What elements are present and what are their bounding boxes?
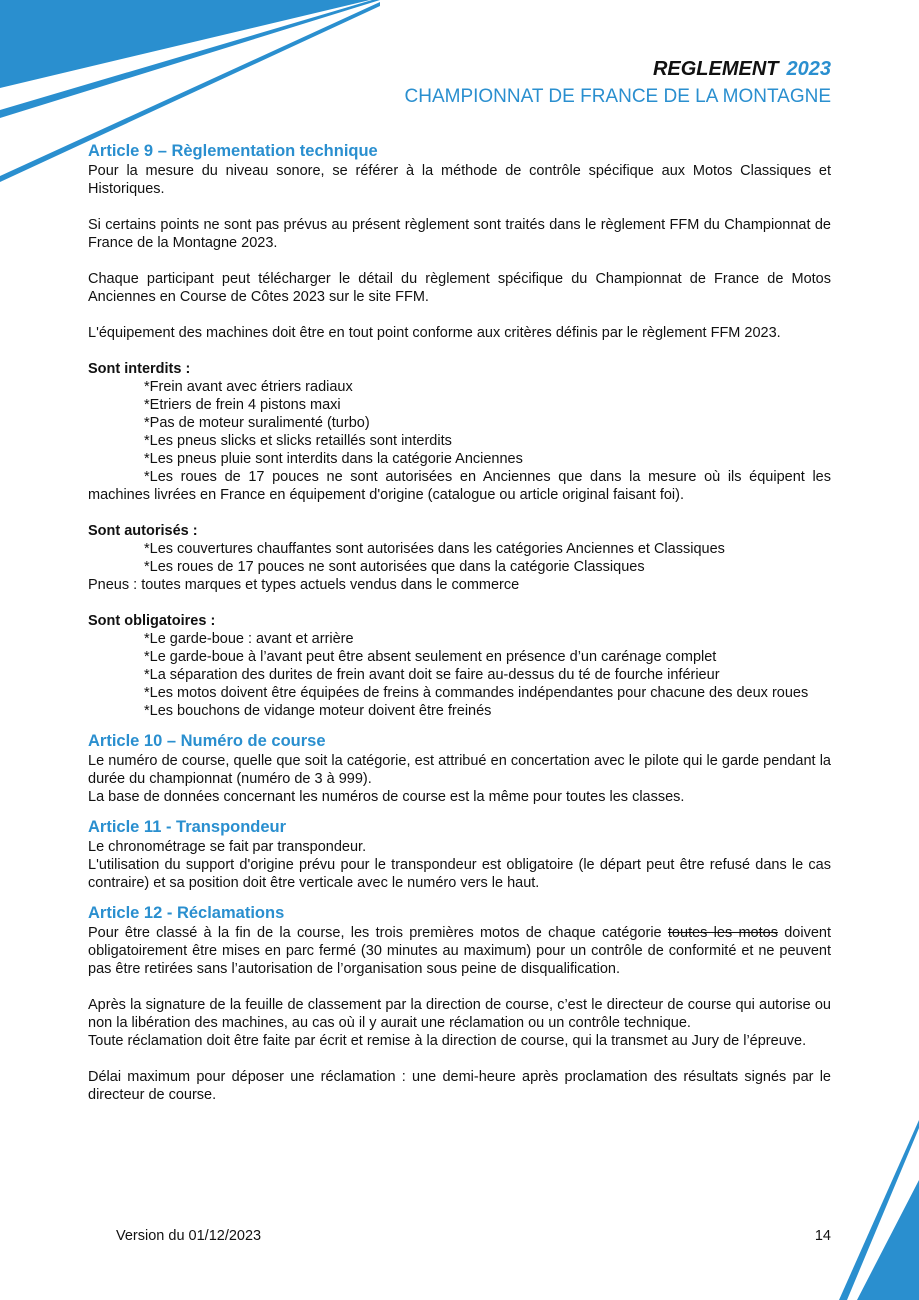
list-heading-obligatoires: Sont obligatoires : (88, 613, 216, 629)
paragraph: Le chronométrage se fait par transpondeur. (88, 839, 367, 855)
document-subtitle: CHAMPIONNAT DE FRANCE DE LA MONTAGNE (404, 86, 831, 107)
list-item: *Les roues de 17 pouces ne sont autorisées que dans la catégorie Classiques (144, 559, 645, 575)
bottom-right-corner-decoration (839, 1120, 919, 1300)
paragraph: Pour la mesure du niveau sonore, se référer à la méthode de contrôle spécifique aux Motos Classiques et Historiques. (88, 163, 831, 197)
article-9-heading: Article 9 – Règlementation technique (88, 142, 378, 160)
paragraph: L'équipement des machines doit être en tout point conforme aux critères définis par le règlement FFM 2023. (88, 325, 781, 341)
list-item: *Etriers de frein 4 pistons maxi (144, 397, 341, 413)
paragraph: Toute réclamation doit être faite par écrit et remise à la direction de course, qui la transmet au Jury de l’épreuve. (88, 1033, 807, 1049)
article-12-heading: Article 12 - Réclamations (88, 904, 285, 922)
paragraph: La base de données concernant les numéros de course est la même pour toutes les classes. (88, 789, 685, 805)
paragraph: Chaque participant peut télécharger le détail du règlement spécifique du Championnat de France de Motos Anciennes en Course de Côtes 2023 sur le site FFM. (88, 271, 831, 305)
list-item: *Les couvertures chauffantes sont autorisées dans les catégories Anciennes et Classiques (144, 541, 725, 557)
document-body (88, 140, 831, 1104)
footer-version: Version du 01/12/2023 (116, 1228, 262, 1244)
document-year: 2023 (786, 58, 831, 80)
document-title (405, 56, 832, 82)
list-item: *Pas de moteur suralimenté (turbo) (144, 415, 370, 431)
list-item: *Les pneus pluie sont interdits dans la catégorie Anciennes (144, 451, 523, 467)
article-11-heading: Article 11 - Transpondeur (88, 818, 287, 836)
paragraph: Délai maximum pour déposer une réclamation : une demi-heure après proclamation des résultats signés par le directeur de course. (88, 1069, 831, 1103)
article-10-heading: Article 10 – Numéro de course (88, 732, 326, 750)
list-heading-autorises: Sont autorisés : (88, 523, 198, 539)
paragraph: L'utilisation du support d'origine prévu pour le transpondeur est obligatoire (le départ peut être refusé dans le cas contraire) et sa position doit être verticale avec le numéro vers le haut. (88, 857, 831, 891)
paragraph: Après la signature de la feuille de classement par la direction de course, c’est le directeur de course qui autorise ou non la libération des machines, au cas où il y aurait une réclamation ou un contrôle technique. (88, 997, 831, 1031)
text-span: doivent obligatoirement être mises en parc fermé (30 minutes au maximum) pour un contrôle de conformité et ne peuvent pas être retirées sans l’autorisation de l’organisation sous peine de disqualification. (88, 925, 831, 977)
pneus-note: Pneus : toutes marques et types actuels vendus dans le commerce (88, 577, 520, 593)
list-item: *Les bouchons de vidange moteur doivent être freinés (144, 703, 492, 719)
page-number: 14 (814, 1228, 831, 1244)
document-header (405, 56, 832, 110)
paragraph (88, 924, 831, 978)
list-item: *La séparation des durites de frein avant doit se faire au-dessus du té de fourche inférieur (144, 667, 720, 683)
list-item: *Les motos doivent être équipées de freins à commandes indépendantes pour chacune des deux roues (144, 685, 809, 701)
text-span: Pour être classé à la fin de la course, les trois premières motos de chaque catégorie (88, 925, 668, 941)
list-item: *Le garde-boue : avant et arrière (144, 631, 354, 647)
list-item: *Frein avant avec étriers radiaux (144, 379, 353, 395)
paragraph: Le numéro de course, quelle que soit la catégorie, est attribué en concertation avec le pilote qui le garde pendant la durée du championnat (numéro de 3 à 999). (88, 753, 831, 787)
list-item: *Le garde-boue à l’avant peut être absent seulement en présence d’un carénage complet (144, 649, 717, 665)
list-item: *Les roues de 17 pouces ne sont autorisées en Anciennes que dans la mesure où ils équipent les machines livrées en France en équipement d'origine (catalogue ou article original faisant foi). (88, 469, 831, 503)
document-title-text: REGLEMENT (652, 58, 779, 80)
list-item: *Les pneus slicks et slicks retaillés sont interdits (144, 433, 452, 449)
list-heading-interdits: Sont interdits : (88, 361, 191, 377)
paragraph: Si certains points ne sont pas prévus au présent règlement sont traités dans le règlement FFM du Championnat de France de la Montagne 2023. (88, 217, 831, 251)
struck-text: toutes les motos (667, 925, 778, 941)
